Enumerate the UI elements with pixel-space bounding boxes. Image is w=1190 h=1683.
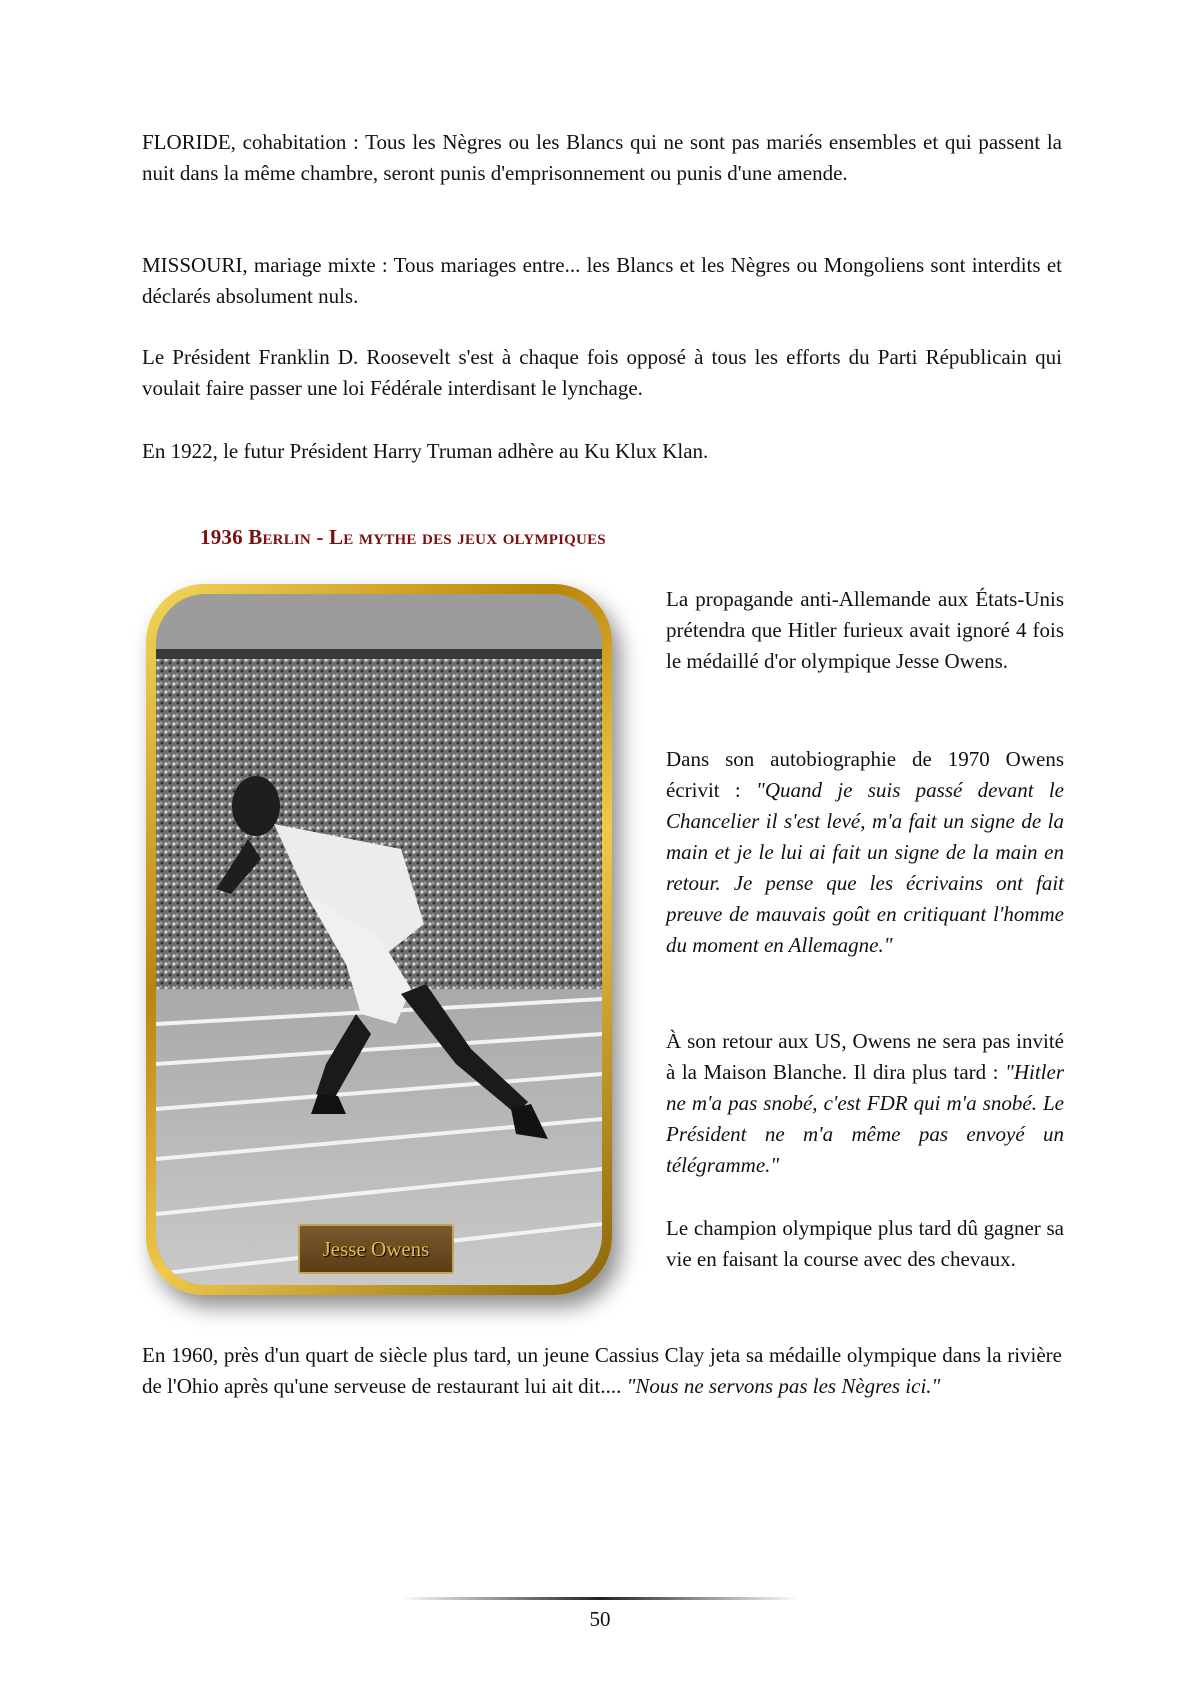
column-paragraph-4: Le champion olympique plus tard dû gagner sa vie en faisant la course avec des chevaux.	[666, 1216, 1064, 1271]
lead-missouri: MISSOURI	[142, 253, 243, 277]
owens-quote-fdr: "Hitler ne m'a pas snobé, c'est FDR qui m'a snobé. Le Président ne m'a même pas envoyé un télégramme."	[666, 1060, 1064, 1177]
section-heading: 1936 Berlin - Le mythe des jeux olympiques	[200, 525, 606, 549]
paragraph-cassius-clay	[142, 1340, 1062, 1402]
column-paragraph-2	[666, 744, 1064, 961]
closing-quote: "Nous ne servons pas les Nègres ici."	[626, 1374, 941, 1398]
text-floride: , cohabitation : Tous les Nègres ou les Blancs qui ne sont pas mariés ensembles et qui passent la nuit dans la même chambre, seront punis d'emprisonnement ou punis d'une amende.	[142, 130, 1062, 185]
column-p2-intro: Dans son autobiographie de 1970 Owens écrivit :	[666, 747, 1064, 802]
athlete-photo	[156, 594, 602, 1285]
photo-caption-plate	[298, 1224, 454, 1274]
column-paragraph-1: La propagande anti-Allemande aux États-Unis prétendra que Hitler furieux avait ignoré 4 fois le médaillé d'or olympique Jesse Owens.	[666, 587, 1064, 673]
paragraph-truman: En 1922, le futur Président Harry Truman adhère au Ku Klux Klan.	[142, 439, 709, 463]
owens-quote-autobiography: "Quand je suis passé devant le Chancelier il s'est levé, m'a fait un signe de la main et je le lui ai fait un signe de la main en retour. Je pense que les écrivains ont fait preuve de mauvais goût en critiquant l'homme du moment en Allemagne."	[666, 778, 1064, 957]
photo-caption: Jesse Owens	[322, 1237, 430, 1261]
photo-frame	[146, 584, 612, 1295]
paragraph-missouri	[142, 250, 1062, 312]
closing-intro: En 1960, près d'un quart de siècle plus tard, un jeune Cassius Clay jeta sa médaille olympique dans la rivière de l'Ohio après qu'une serveuse de restaurant lui ait dit....	[142, 1343, 1062, 1398]
lead-floride: FLORIDE	[142, 130, 231, 154]
column-p3-intro: À son retour aux US, Owens ne sera pas invité à la Maison Blanche. Il dira plus tard :	[666, 1029, 1064, 1084]
text-missouri: , mariage mixte : Tous mariages entre... les Blancs et les Nègres ou Mongoliens sont interdits et déclarés absolument nuls.	[142, 253, 1062, 308]
column-paragraph-3	[666, 1026, 1064, 1181]
photo-container	[156, 594, 602, 1285]
paragraph-floride	[142, 127, 1062, 189]
paragraph-roosevelt: Le Président Franklin D. Roosevelt s'est à chaque fois opposé à tous les efforts du Parti Républicain qui voulait faire passer une loi Fédérale interdisant le lynchage.	[142, 345, 1062, 400]
page-number: 50	[589, 1607, 611, 1631]
footer-divider	[400, 1597, 800, 1600]
